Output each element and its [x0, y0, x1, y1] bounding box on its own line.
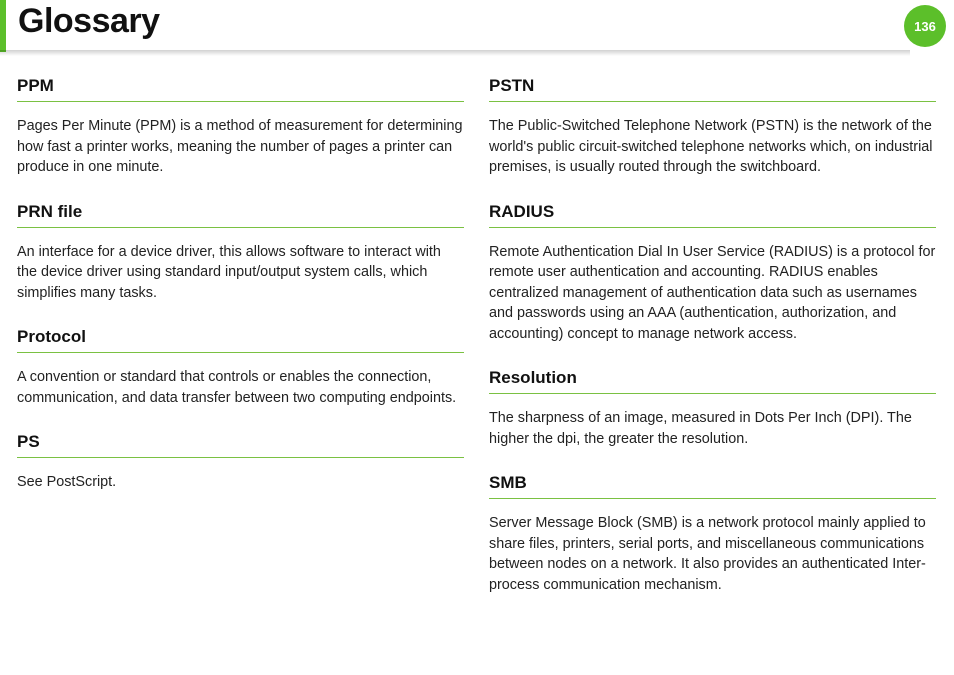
glossary-term: PPM	[17, 72, 464, 102]
glossary-entry-radius	[489, 198, 936, 345]
glossary-entry-smb	[489, 469, 936, 595]
accent-bar	[0, 0, 6, 52]
glossary-entry-ps	[17, 428, 464, 493]
glossary-definition: A convention or standard that controls or enables the connection, communication, and data transfer between two computing endpoints.	[17, 369, 457, 406]
glossary-term: SMB	[489, 469, 936, 499]
page-header	[0, 0, 954, 60]
left-column	[17, 72, 464, 513]
glossary-entry-resolution	[489, 364, 936, 449]
glossary-definition: Remote Authentication Dial In User Service (RADIUS) is a protocol for remote user authentication and accounting. RADIUS enables centralized management of authentication data such as usernames and passwords using an AAA (authentication, authorization, and accounting) concept to manage network access.	[489, 243, 936, 342]
glossary-term: Protocol	[17, 323, 464, 353]
glossary-entry-pstn	[489, 72, 936, 178]
glossary-definition: The Public-Switched Telephone Network (PSTN) is the network of the world's public circuit-switched telephone networks which, on industrial premises, is usually routed through the switchboard.	[489, 118, 933, 175]
glossary-term: PRN file	[17, 198, 464, 228]
glossary-entry-protocol	[17, 323, 464, 408]
glossary-definition: Pages Per Minute (PPM) is a method of measurement for determining how fast a printer works, meaning the number of pages a printer can produce in one minute.	[17, 118, 463, 175]
glossary-definition: See PostScript.	[17, 474, 117, 490]
glossary-term: Resolution	[489, 364, 936, 394]
glossary-entry-prn-file	[17, 198, 464, 304]
page-title: Glossary	[18, 2, 160, 40]
glossary-definition: An interface for a device driver, this allows software to interact with the device driver using standard input/output system calls, which simplifies many tasks.	[17, 243, 441, 301]
glossary-definition: Server Message Block (SMB) is a network protocol mainly applied to share files, printers, serial ports, and miscellaneous communications between nodes on a network. It also provides an authenticated Inter-process communication mechanism.	[489, 515, 926, 593]
right-column	[489, 72, 936, 615]
glossary-term: PS	[17, 428, 464, 458]
glossary-definition: The sharpness of an image, measured in Dots Per Inch (DPI). The higher the dpi, the greater the resolution.	[489, 410, 912, 447]
glossary-entry-ppm	[17, 72, 464, 178]
header-divider	[0, 50, 910, 56]
glossary-term: RADIUS	[489, 198, 936, 228]
page-number-badge: 136	[904, 5, 946, 47]
glossary-term: PSTN	[489, 72, 936, 102]
